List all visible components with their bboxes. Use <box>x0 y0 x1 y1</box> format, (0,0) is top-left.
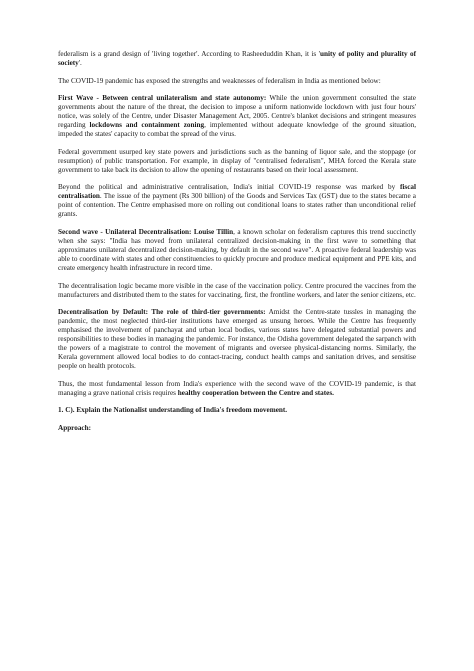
paragraph-conclusion: Thus, the most fundamental lesson from India's experience with the second wave of the COVID-19 pandemic, is that managing a grave national crisis requires healthy cooperation between the Centre and states. <box>58 379 416 397</box>
paragraph-decentralisation-logic: The decentralisation logic became more visible in the case of the vaccination policy. Centre procured the vaccines from the manufacturers and distributed them to the states for vaccinating, first, the frontline workers, and later the senior citizens, etc. <box>58 281 416 299</box>
paragraph-intro: federalism is a grand design of 'living together'. According to Rasheeduddin Khan, it is 'unity of polity and plurality of society'. <box>58 50 417 67</box>
paragraph-covid-intro: The COVID-19 pandemic has exposed the strengths and weaknesses of federalism in India as mentioned below: <box>58 76 381 85</box>
paragraph-centralisation: Beyond the political and administrative centralisation, India's initial COVID-19 response was marked by fiscal centralisation. The issue of the payment (Rs 300 billion) of the Goods and Services Tax (GST) due to the states became a point of contention. The Centre emphasised more on rolling out conditional loans to states rather than unconditional relief grants. <box>58 183 416 219</box>
paragraph-first-wave: First Wave - Between central unilateralism and state autonomy: While the union government consulted the state governments about the nature of the threat, the decision to impose a uniform nationwide lockdown with just four hours' notice, was solely of the Centre, under Disaster Management Act, 2005. Centre's blanket decisions and stringent measures regarding lockdowns and containment zoning, implemented without adequate knowledge of the ground situation, impeded the states' capacity to combat the spread of the virus. <box>58 94 417 139</box>
question-heading: 1. C). Explain the Nationalist understanding of India's freedom movement. <box>58 406 288 415</box>
approach-heading: Approach: <box>58 423 92 432</box>
paragraph-federal-government: Federal government usurped key state powers and jurisdictions such as the banning of liquor sale, and the stoppage (or resumption) of public transportation. For example, in display of "centralised federalism", MHA forced the Kerala state government to take back its decision to allow the opening of restaurants based on their local assessment. <box>58 147 416 174</box>
paragraph-second-wave: Second wave - Unilateral Decentralisation: Louise Tillin, a known scholar on federalism captures this trend succinctly when she says: "India has moved from unilateral centralized decision-making in the first wave to something that approximates unilateral decentralized decision-making, by default in the second wave". A proactive federal leadership was able to coordinate with states and other constituencies to quickly procure and produce medical equipment and PPE kits, and create emergency health infrastructure in record time. <box>58 227 416 272</box>
paragraph-decentralisation-default: Decentralisation by Default: The role of third-tier governments: Amidst the Centre-state tussles in managing the pandemic, the most neglected third-tier institutions have emerged as unsung heroes. While the Centre has frequently emphasised the involvement of panchayat and urban local bodies, various states have delegated substantial powers and responsibilities to these bodies in managing the pandemic. For instance, the Odisha government delegated the sarpanch with the powers of a magistrate to control the movement of migrants and oversee physical-distancing norms. Similarly, the Kerala government allowed local bodies to do contact-tracing, conduct health camps and sanitation drives, and sensitise people on health protocols. <box>58 308 416 371</box>
